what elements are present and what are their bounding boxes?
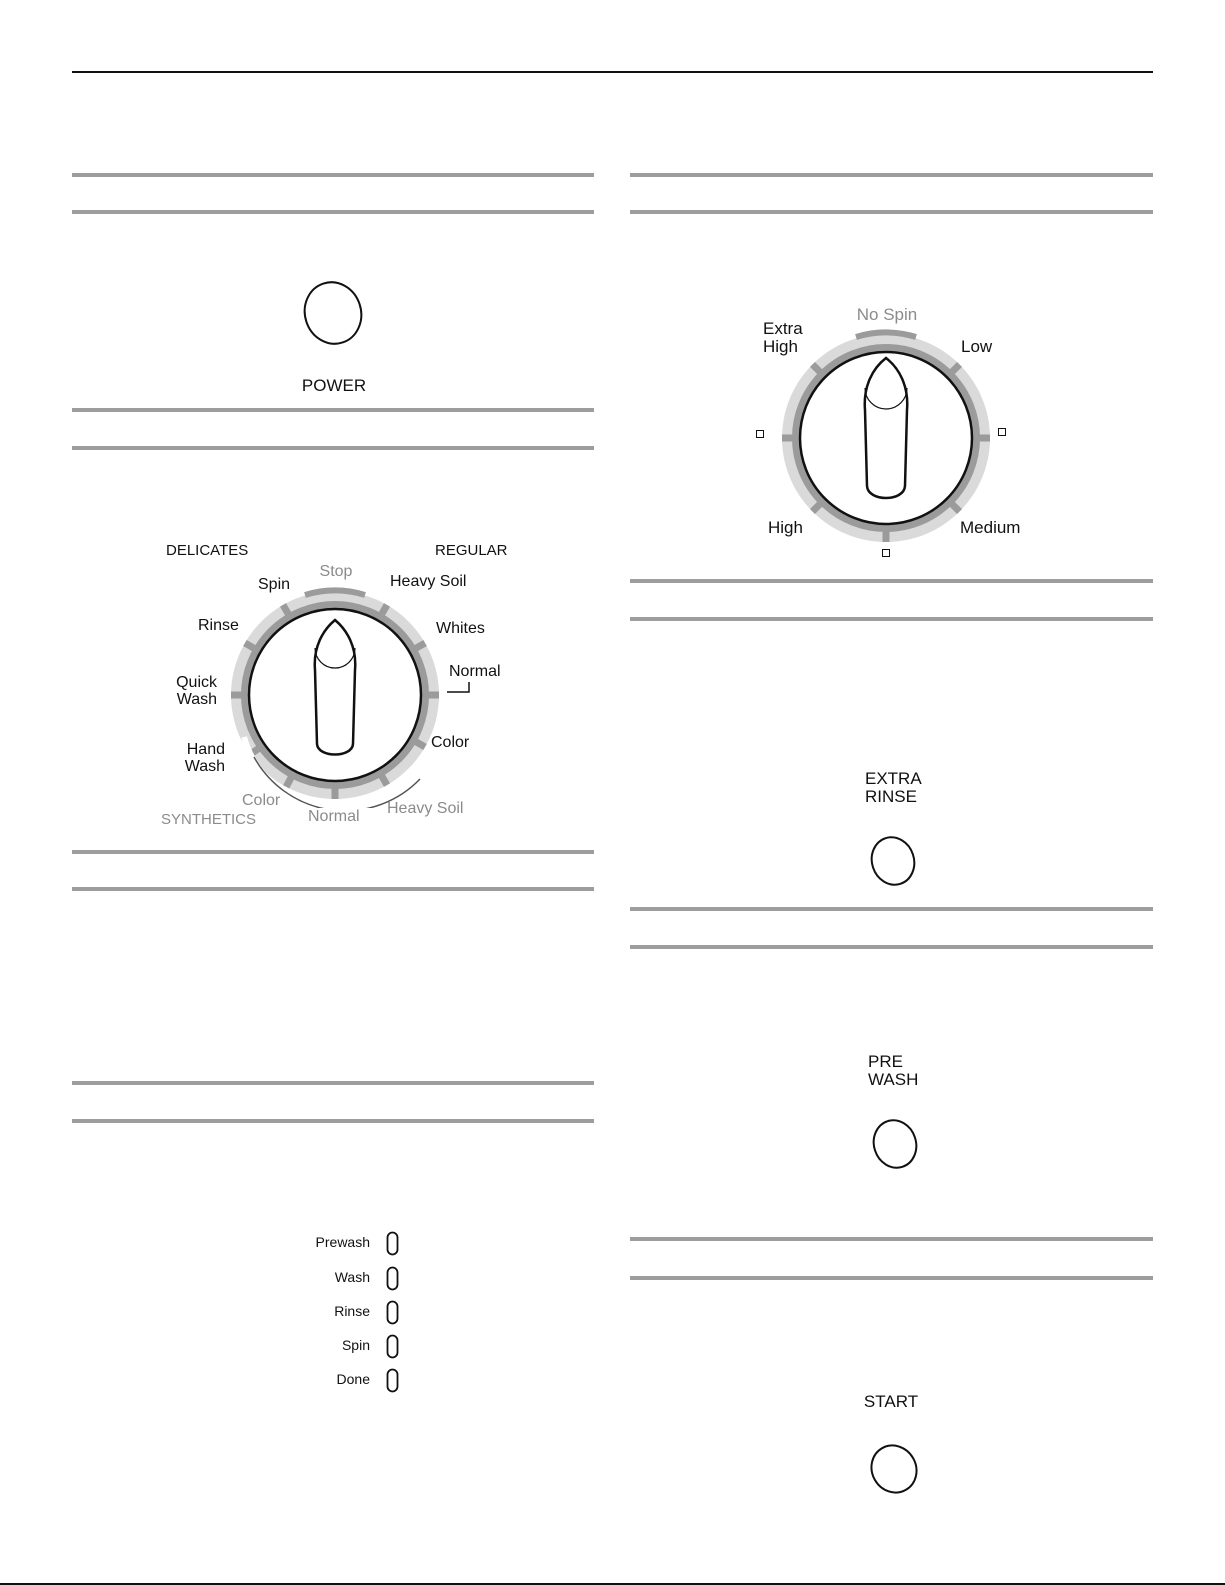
extra-rinse-button[interactable] bbox=[868, 834, 918, 888]
section-rule bbox=[630, 617, 1153, 621]
cycle-label-synthetics-normal: Normal bbox=[308, 808, 360, 825]
spin-label-low: Low bbox=[961, 337, 993, 356]
pre-wash-button[interactable] bbox=[870, 1117, 920, 1171]
section-rule bbox=[630, 945, 1153, 949]
status-light-prewash bbox=[280, 1231, 400, 1257]
extra-rinse-label: EXTRA RINSE bbox=[865, 769, 922, 806]
status-light-label: Prewash bbox=[315, 1234, 370, 1250]
spin-label-medium: Medium bbox=[960, 518, 1021, 537]
section-rule bbox=[630, 579, 1153, 583]
section-rule bbox=[630, 907, 1153, 911]
led-indicator bbox=[386, 1231, 400, 1257]
pre-wash-label: PRE WASH bbox=[868, 1052, 919, 1089]
start-button[interactable] bbox=[868, 1443, 920, 1495]
cycle-label-normal: Normal bbox=[449, 663, 501, 680]
section-rule bbox=[630, 1276, 1153, 1280]
status-light-done bbox=[280, 1368, 400, 1394]
section-rule bbox=[72, 1119, 594, 1123]
section-rule bbox=[630, 210, 1153, 214]
led-indicator bbox=[386, 1334, 400, 1360]
spin-label-no-spin: No Spin bbox=[856, 305, 918, 324]
cycle-label-synthetics-heavy-soil: Heavy Soil bbox=[387, 800, 464, 817]
spin-position-marker bbox=[756, 430, 765, 439]
cycle-label-hand-wash: Hand Wash bbox=[184, 741, 225, 775]
cycle-label-stop: Stop bbox=[319, 563, 353, 580]
cycle-label-rinse: Rinse bbox=[198, 617, 239, 634]
status-light-label: Spin bbox=[341, 1337, 370, 1353]
status-light-label: Rinse bbox=[334, 1303, 370, 1319]
cycle-label-delicates: DELICATES bbox=[166, 542, 249, 559]
status-light-label: Wash bbox=[334, 1269, 370, 1285]
cycle-label-regular: REGULAR bbox=[435, 542, 508, 559]
section-rule bbox=[72, 850, 594, 854]
cycle-label-color: Color bbox=[431, 734, 470, 751]
spin-position-marker bbox=[998, 428, 1007, 437]
status-light-rinse bbox=[280, 1300, 400, 1326]
cycle-label-heavy-soil: Heavy Soil bbox=[390, 573, 467, 590]
section-rule bbox=[72, 446, 594, 450]
cycle-dial[interactable] bbox=[222, 582, 448, 808]
spin-label-extra-high: Extra High bbox=[763, 319, 803, 356]
cycle-label-synthetics-color: Color bbox=[242, 792, 281, 809]
section-rule bbox=[630, 173, 1153, 177]
section-rule bbox=[72, 173, 594, 177]
led-indicator bbox=[386, 1266, 400, 1292]
top-rule bbox=[72, 71, 1153, 73]
spin-label-high: High bbox=[768, 518, 803, 537]
power-label: POWER bbox=[301, 376, 367, 395]
led-indicator bbox=[386, 1300, 400, 1326]
section-rule bbox=[72, 887, 594, 891]
power-button[interactable] bbox=[302, 280, 364, 346]
cycle-label-synthetics: SYNTHETICS bbox=[161, 811, 257, 828]
section-rule bbox=[72, 1081, 594, 1085]
status-light-wash bbox=[280, 1266, 400, 1292]
status-light-spin bbox=[280, 1334, 400, 1360]
normal-indicator-mark bbox=[446, 681, 474, 695]
section-rule bbox=[630, 1237, 1153, 1241]
cycle-label-quick-wash: Quick Wash bbox=[176, 674, 217, 708]
section-rule bbox=[72, 210, 594, 214]
status-light-label: Done bbox=[336, 1371, 370, 1387]
spin-position-marker bbox=[882, 549, 891, 558]
led-indicator bbox=[386, 1368, 400, 1394]
start-label: START bbox=[863, 1392, 919, 1411]
section-rule bbox=[72, 408, 594, 412]
cycle-label-whites: Whites bbox=[436, 620, 485, 637]
cycle-label-spin: Spin bbox=[258, 576, 291, 593]
